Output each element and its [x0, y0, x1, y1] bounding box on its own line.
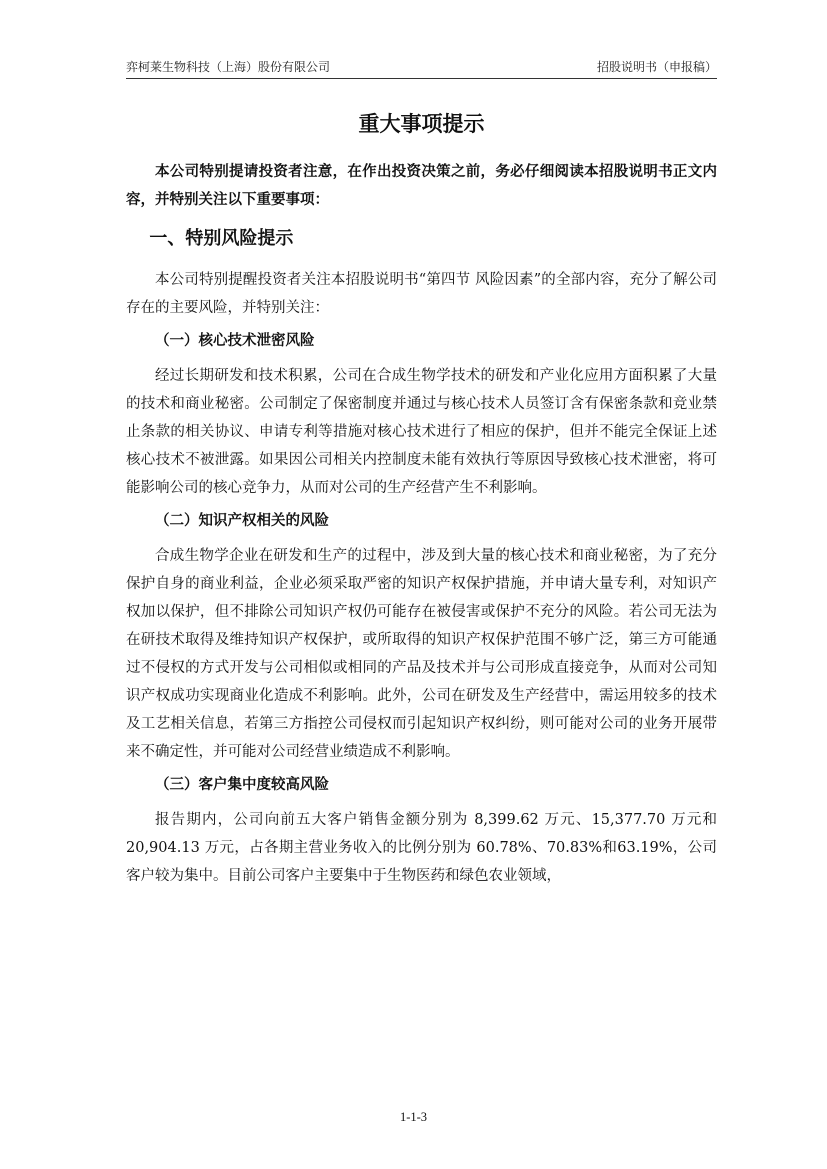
header-document-type: 招股说明书（申报稿） [596, 60, 717, 74]
page-title: 重大事项提示 [358, 112, 485, 136]
subsection-heading-tech-leak: （一）核心技术泄密风险 [155, 333, 315, 349]
page-number: 1-1-3 [399, 1110, 428, 1124]
page-header [126, 58, 717, 75]
page-content [126, 108, 717, 894]
section-heading-special-risk: 一、特别风险提示 [149, 228, 294, 249]
header-company-name: 弈柯莱生物科技（上海）股份有限公司 [126, 60, 331, 74]
section-intro-paragraph: 本公司特别提醒投资者关注本招股说明书“第四节 风险因素”的全部内容，充分了解公司存在的主要风险，并特别关注： [126, 272, 717, 316]
header-divider [126, 78, 717, 79]
subsection-heading-customer-concentration: （三）客户集中度较高风险 [155, 777, 329, 793]
paragraph-customer-concentration: 报告期内，公司向前五大客户销售金额分别为 8,399.62 万元、15,377.70 万元和 20,904.13 万元，占各期主营业务收入的比例分别为 60.78%、70.83%和63.19%，公司客户较为集中。目前公司客户主要集中于生物医药和绿色农业领域， [126, 812, 717, 884]
paragraph-ip-risk: 合成生物学企业在研发和生产的过程中，涉及到大量的核心技术和商业秘密，为了充分保护自身的商业利益，企业必须采取严密的知识产权保护措施，并申请大量专利，对知识产权加以保护，但不排除公司知识产权仍可能存在被侵害或保护不充分的风险。若公司无法为在研技术取得及维持知识产权保护，或所取得的知识产权保护范围不够广泛，第三方可能通过不侵权的方式开发与公司相似或相同的产品及技术并与公司形成直接竞争，从而对公司知识产权成功实现商业化造成不利影响。此外，公司在研发及生产经营中，需运用较多的技术及工艺相关信息，若第三方指控公司侵权而引起知识产权纠纷，则可能对公司的业务开展带来不确定性，并可能对公司经营业绩造成不利影响。 [126, 548, 717, 760]
paragraph-tech-leak: 经过长期研发和技术积累，公司在合成生物学技术的研发和产业化应用方面积累了大量的技术和商业秘密。公司制定了保密制度并通过与核心技术人员签订含有保密条款和竞业禁止条款的相关协议、申请专利等措施对核心技术进行了相应的保护，但并不能完全保证上述核心技术不被泄露。如果因公司相关内控制度未能有效执行等原因导致核心技术泄密，将可能影响公司的核心竞争力，从而对公司的生产经营产生不利影响。 [126, 368, 717, 496]
subsection-heading-ip-risk: （二）知识产权相关的风险 [155, 513, 329, 529]
investor-notice: 本公司特别提请投资者注意，在作出投资决策之前，务必仔细阅读本招股说明书正文内容，并特别关注以下重要事项： [126, 164, 717, 208]
